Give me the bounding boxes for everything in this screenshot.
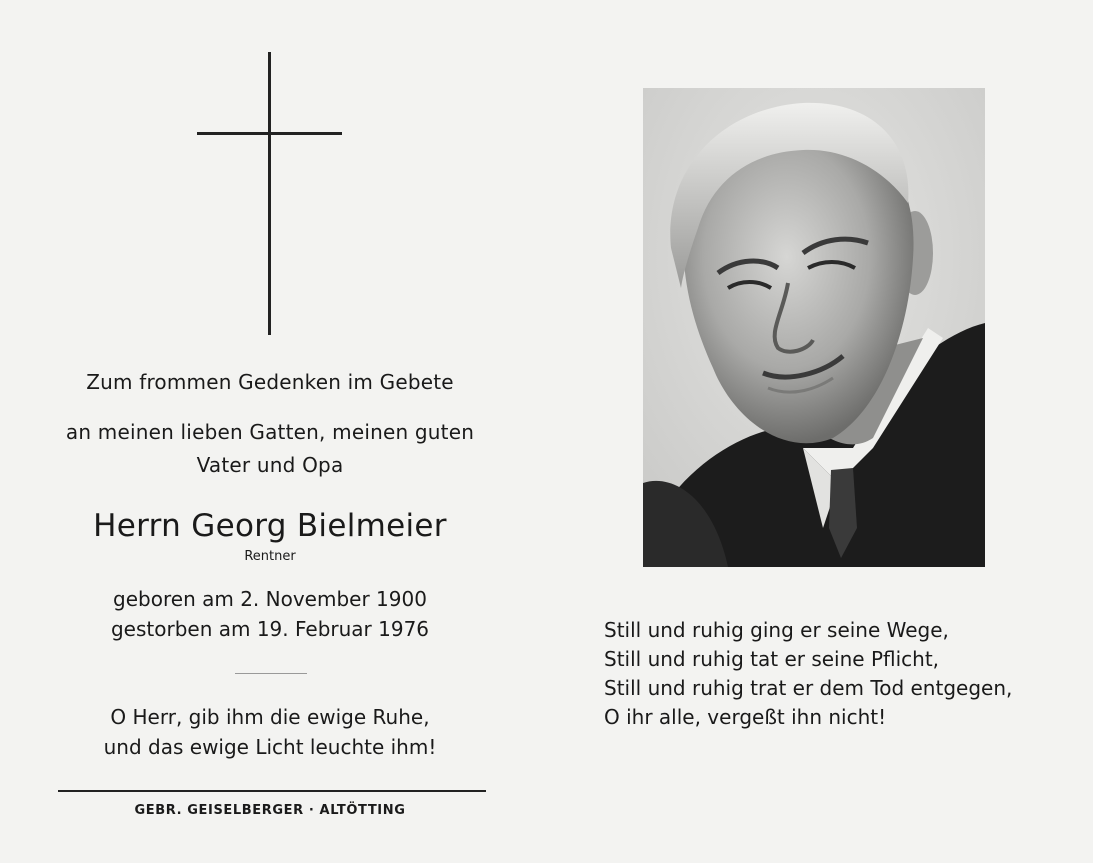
birth-date-line: geboren am 2. November 1900 (113, 587, 427, 611)
poem-line-2: Still und ruhig tat er seine Pflicht, (604, 647, 940, 671)
deceased-name: Herrn Georg Bielmeier (93, 508, 447, 544)
divider-long (58, 790, 486, 792)
cross-vertical-bar (268, 52, 271, 335)
printer-credit: GEBR. GEISELBERGER · ALTÖTTING (134, 803, 406, 818)
intro-line-1: Zum frommen Gedenken im Gebete (86, 370, 454, 394)
death-date-line: gestorben am 19. Februar 1976 (110, 617, 430, 641)
prayer-line-1: O Herr, gib ihm die ewige Ruhe, (110, 705, 430, 729)
intro-line-2: an meinen lieben Gatten, meinen guten (65, 420, 475, 444)
occupation: Rentner (244, 549, 296, 564)
poem-line-4: O ihr alle, vergeßt ihn nicht! (604, 705, 887, 729)
poem-line-3: Still und ruhig trat er dem Tod entgegen, (604, 676, 1013, 700)
portrait-photo (643, 88, 985, 567)
prayer-line-2: und das ewige Licht leuchte ihm! (103, 735, 437, 759)
cross-horizontal-bar (197, 132, 342, 135)
poem-line-1: Still und ruhig ging er seine Wege, (604, 618, 949, 642)
intro-line-3: Vater und Opa (196, 453, 344, 477)
divider-short (235, 673, 307, 674)
